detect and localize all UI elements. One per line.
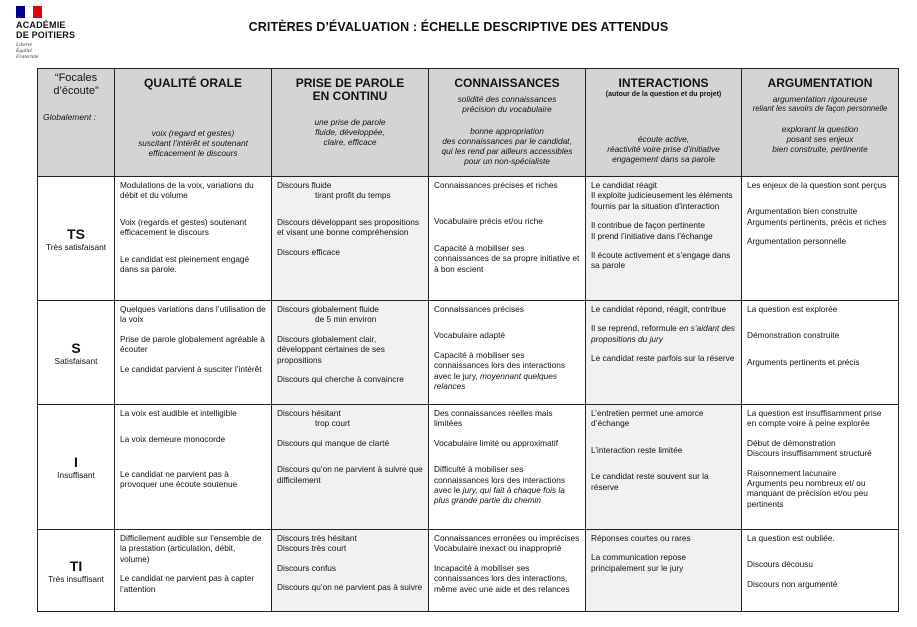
cell-ti-argumentation: La question est oubliée. Discours décousu Discours non argumenté (742, 530, 899, 612)
column-header-interactions: INTERACTIONS (autour de la question et du projet) écoute active, réactivité voire prise d’initiative engagement dans sa parole (586, 69, 742, 177)
level-row-s (38, 301, 899, 405)
cell-s-prise-de-parole: Discours globalement fluide de 5 min environ Discours globalement clair, développant certaines de ses propositions Discours qui cherche à convaincre (272, 301, 429, 405)
focales-header: “Focales d’écoute” Globalement : (38, 69, 115, 177)
cell-i-interactions: L’entretien permet une amorce d’échange L’interaction reste limitée Le candidat reste souvent sur la réserve (586, 405, 742, 530)
globalement-label: Globalement : (43, 112, 96, 122)
cell-s-qualite-orale: Quelques variations dans l’utilisation de la voix Prise de parole globalement agréable à écouter Le candidat parvient à susciter l’intérêt (115, 301, 272, 405)
cell-ti-interactions: Réponses courtes ou rares La communication repose principalement sur le jury (586, 530, 742, 612)
cell-ti-qualite-orale: Difficilement audible sur l’ensemble de la prestation (articulation, débit, volume) Le candidat ne parvient pas à capter l’attention (115, 530, 272, 612)
cell-i-qualite-orale: La voix est audible et intelligible La voix demeure monocorde Le candidat ne parvient pas à provoquer une écoute soutenue (115, 405, 272, 530)
logo-line-1: ACADÉMIE (16, 20, 66, 30)
cell-i-argumentation: La question est insuffisamment prise en compte voire à peine explorée Début de démonstration Discours insuffisamment structuré Raisonnement lacunaire Arguments peu nombreux et/ ou manquant de précision et/ou peu pertinents (742, 405, 899, 530)
level-row-i (38, 405, 899, 530)
cell-s-argumentation: La question est explorée Démonstration construite Arguments pertinents et précis (742, 301, 899, 405)
cell-ti-prise-de-parole: Discours très hésitant Discours très court Discours confus Discours qu’on ne parvient pas à suivre (272, 530, 429, 612)
cell-s-interactions: Le candidat répond, réagit, contribue Il se reprend, reformule en s’aidant des propositions du jury Le candidat reste parfois sur la réserve (586, 301, 742, 405)
cell-ts-prise-de-parole: Discours fluide tirant profit du temps Discours développant ses propositions et visant une bonne compréhension Discours efficace (272, 177, 429, 301)
cell-s-connaissances: Connaissances précises Vocabulaire adapté Capacité à mobiliser ses connaissances lors des interactions avec le jury, moyennant quelques relances (429, 301, 586, 405)
cell-ts-argumentation: Les enjeux de la question sont perçus Argumentation bien construite Arguments pertinents, précis et riches Argumentation personnelle (742, 177, 899, 301)
page-title: CRITÈRES D’ÉVALUATION : ÉCHELLE DESCRIPTIVE DES ATTENDUS (248, 20, 669, 34)
level-label-ts: TS Très satisfaisant (38, 177, 115, 301)
evaluation-grid (37, 68, 899, 612)
french-flag-icon (16, 6, 42, 18)
level-row-ts (38, 177, 899, 301)
column-header-connaissances: CONNAISSANCES solidité des connaissances précision du vocabulaire bonne appropriation des connaissances par le candidat, qui les rend par ailleurs accessibles pour un non-spécialiste (429, 69, 586, 177)
cell-ts-interactions: Le candidat réagit Il exploite judicieusement les éléments fournis par la situation d’interaction Il contribue de façon pertinente Il prend l’initiative dans l’échange Il écoute activement et s’engage dans sa parole (586, 177, 742, 301)
level-row-ti (38, 530, 899, 612)
cell-i-prise-de-parole: Discours hésitant trop court Discours qui manque de clarté Discours qu’on ne parvient à suivre que difficilement (272, 405, 429, 530)
logo-line-2: DE POITIERS (16, 30, 76, 40)
logo-motto: Liberté Égalité Fraternité (16, 42, 39, 60)
cell-ti-connaissances: Connaissances erronées ou imprécises Vocabulaire inexact ou inapproprié Incapacité à mobiliser ses connaissances lors des interactions, même avec une aide et des relances (429, 530, 586, 612)
level-label-s: S Satisfaisant (38, 301, 115, 405)
column-header-argumentation: ARGUMENTATION argumentation rigoureuse reliant les savoirs de façon personnelle explorant la question posant ses enjeux bien construite, pertinente (742, 69, 899, 177)
cell-i-connaissances: Des connaissances réelles mais limitées Vocabulaire limité ou approximatif Difficulté à mobiliser ses connaissances lors des interactions avec le jury, qui fait à chaque fois la plus grande partie du chemin (429, 405, 586, 530)
column-header-prise-de-parole: PRISE DE PAROLE EN CONTINU une prise de parole fluide, développée, claire, efficace (272, 69, 429, 177)
cell-ts-connaissances: Connaissances précises et riches Vocabulaire précis et/ou riche Capacité à mobiliser ses connaissances de sa propre initiative et à bon escient (429, 177, 586, 301)
level-label-i: I Insuffisant (38, 405, 115, 530)
header-row (38, 69, 899, 177)
level-label-ti: TI Très insuffisant (38, 530, 115, 612)
cell-ts-qualite-orale: Modulations de la voix, variations du débit et du volume Voix (regards et gestes) soutenant efficacement le discours Le candidat est pleinement engagé dans sa parole. (115, 177, 272, 301)
column-header-qualite-orale: QUALITÉ ORALE voix (regard et gestes) suscitant l’intérêt et soutenant efficacement le discours (115, 69, 272, 177)
